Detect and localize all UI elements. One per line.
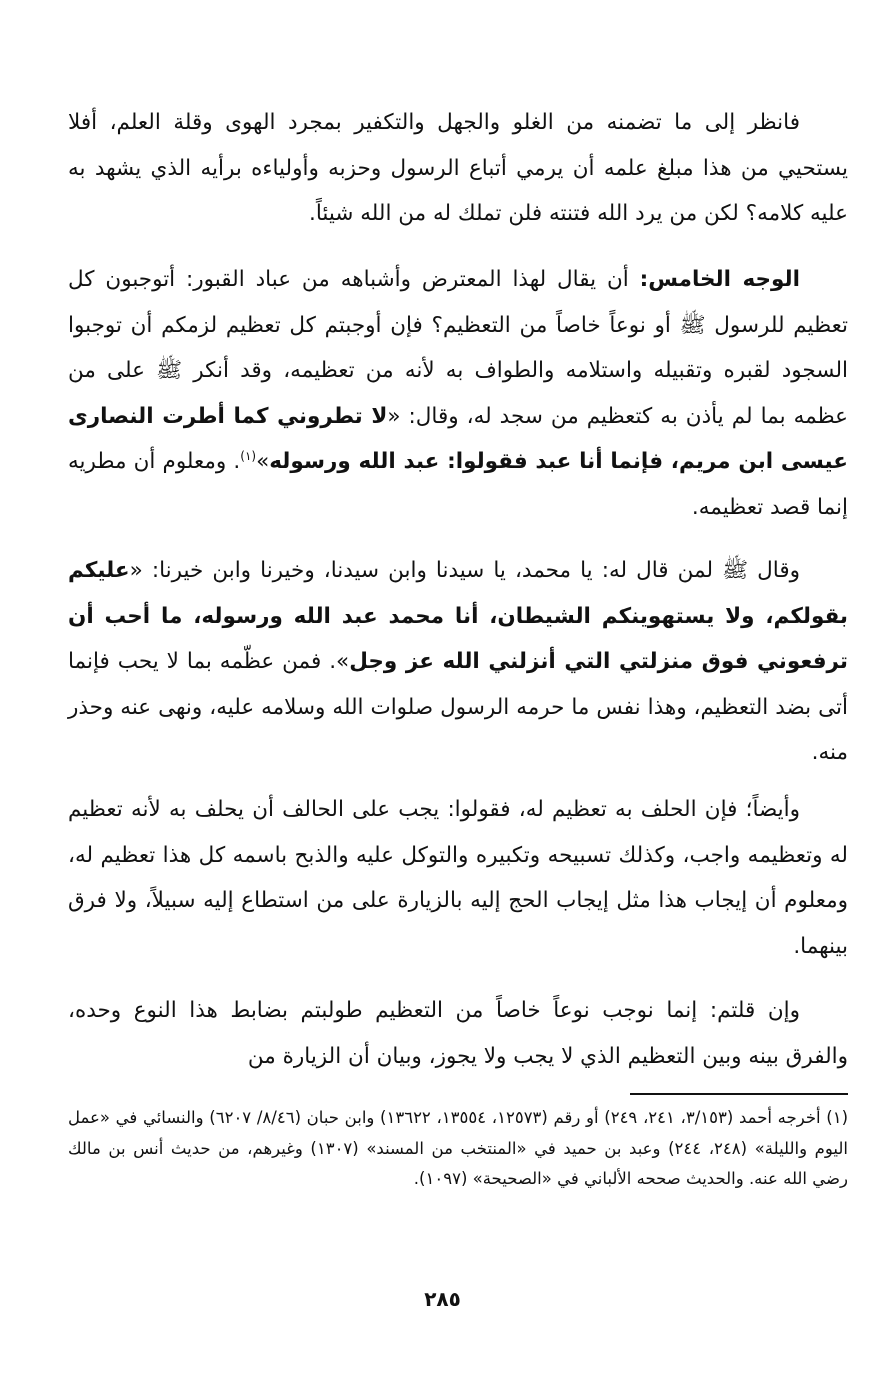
paragraph-2-text-a: أن يقال لهذا المعترض وأشباهه من عباد القبور: أتوجبون كل تعظيم للرسول ﷺ أو نوعاً خاصاً من التعظيم؟ فإن أوجبتم كل تعظيم لزمكم أن توجبوا السجود لقبره وتقبيله واستلامه والطواف به لأنه من تعظيمه، وقد أنكر ﷺ على من عظمه بما لم يأذن به كتعظيم من سجد له، وقال: « — [68, 267, 848, 429]
paragraph-2 — [68, 257, 848, 530]
hadith-quote-1: لا تطروني كما أطرت النصارى عيسى ابن مريم، فإنما أنا عبد فقولوا: عبد الله ورسوله — [68, 403, 848, 474]
paragraph-4 — [68, 787, 848, 969]
paragraph-4-text: وأيضاً؛ فإن الحلف به تعظيم له، فقولوا: يجب على الحالف أن يحلف به لأنه تعظيم له وتعظيمه واجب، وكذلك تسبيحه وتكبيره والتوكل عليه والذبح باسمه كل هذا تعظيم له، ومعلوم أن إيجاب هذا مثل إيجاب الحج إليه بالزيارة على من استطاع إليه سبيلاً، ولا فرق بينهما. — [68, 797, 848, 959]
footnote-1-text: (١) أخرجه أحمد (٣/١٥٣، ٢٤١، ٢٤٩) أو رقم (١٢٥٧٣، ١٣٥٥٤، ١٣٦٢٢) وابن حبان (٨/٤٦/ ٦٢٠٧) والنسائي في «عمل اليوم والليلة» (٢٤٨، ٢٤٤) وعبد بن حميد في «المنتخب من المسند» (١٣٠٧) وغيرهم، من حديث أنس بن مالك رضي الله عنه. والحديث صححه الألباني في «الصحيحة» (١٠٩٧). — [68, 1108, 849, 1188]
paragraph-1-text: فانظر إلى ما تضمنه من الغلو والجهل والتكفير بمجرد الهوى وقلة العلم، أفلا يستحيي من هذا مبلغ علمه أن يرمي أتباع الرسول وحزبه وأولياءه برأيه الذي يشهد به عليه كلامه؟ لكن من يرد الله فتنته فلن تملك له من الله شيئاً. — [68, 110, 848, 226]
paragraph-1 — [68, 100, 848, 237]
paragraph-3-text-a: وقال ﷺ لمن قال له: يا محمد، يا سيدنا وابن سيدنا، وخيرنا وابن خيرنا: « — [129, 558, 800, 583]
paragraph-3-text-b: ». فمن عظّمه بما لا يحب فإنما أتى بضد التعظيم، وهذا نفس ما حرمه الرسول صلوات الله وسلامه عليه، ونهى عنه وحذر منه. — [68, 649, 848, 765]
paragraph-5-text: وإن قلتم: إنما نوجب نوعاً خاصاً من التعظيم طولبتم بضابط هذا النوع وحده، والفرق بينه وبين التعظيم الذي لا يجب ولا يجوز، وبيان أن الزيارة من — [68, 998, 848, 1069]
page-number: ٢٨٥ — [424, 1287, 461, 1311]
paragraph-3 — [68, 548, 848, 776]
footnote-1 — [68, 1103, 848, 1195]
paragraph-2-text-c: . ومعلوم أن مطريه إنما قصد تعظيمه. — [68, 449, 848, 520]
paragraph-2-text-b: » — [256, 449, 270, 474]
hadith-quote-2: عليكم بقولكم، ولا يستهوينكم الشيطان، أنا محمد عبد الله ورسوله، ما أحب أن ترفعوني فوق منزلتي التي أنزلني الله عز وجل — [68, 558, 848, 674]
footnote-divider — [630, 1093, 848, 1095]
footnote-ref-1[interactable]: (١) — [240, 448, 257, 463]
section-heading-fifth-aspect: الوجه الخامس: — [639, 267, 800, 292]
paragraph-5 — [68, 988, 848, 1079]
